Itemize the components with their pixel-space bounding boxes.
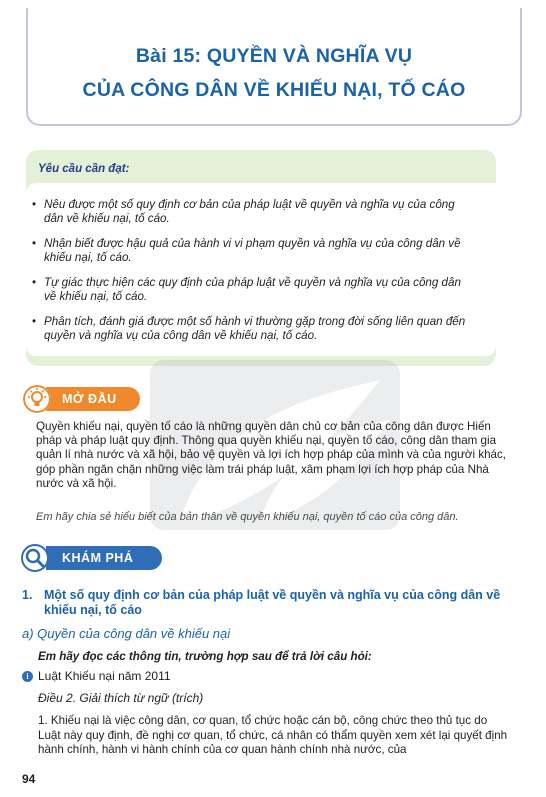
magnifier-icon xyxy=(21,544,49,572)
law-name: Luật Khiếu nại năm 2011 xyxy=(38,669,171,683)
lesson-title-line-1: Bài 15: QUYỀN VÀ NGHĨA VỤ xyxy=(135,45,413,67)
article-heading: Điều 2. Giải thích từ ngữ (trích) xyxy=(38,691,204,705)
bullet-icon: • xyxy=(32,237,37,250)
bullet-icon: • xyxy=(32,276,37,289)
kham-pha-section-header: KHÁM PHÁ xyxy=(46,546,162,570)
requirements-heading: Yêu cầu cần đạt: xyxy=(38,163,130,175)
lesson-title-box xyxy=(26,8,522,126)
requirement-item: • Nhận biết được hậu quả của hành vi vi phạm quyền và nghĩa vụ của công dân về khiếu nại, tố cáo. xyxy=(32,237,461,264)
lesson-title-line-2: CỦA CÔNG DÂN VỀ KHIẾU NẠI, TỐ CÁO xyxy=(82,79,466,101)
requirement-item: • Tự giác thực hiện các quy định của pháp luật về quyền và nghĩa vụ của công dân về khiếu nại, tố cáo. xyxy=(32,276,461,303)
mo-dau-paragraph: Quyền khiếu nại, quyền tố cáo là những quyền dân chủ cơ bản của công dân được Hiến pháp và pháp luật quy định. Thông qua quyền khiếu nại, quyền tố cáo, công dân tham gia quản lí nhà nước và xã hội, bảo vệ quyền và lợi ích hợp pháp của mình và của người khác, góp phần ngăn chặn những việc làm trái pháp luật, xâm phạm lợi ích hợp pháp của Nhà nước và xã hội. xyxy=(36,420,507,490)
info-bullet-icon: i xyxy=(22,671,33,682)
subsection-a-heading: a) Quyền của công dân về khiếu nại xyxy=(22,626,231,641)
bullet-icon: • xyxy=(32,315,37,328)
page-number: 94 xyxy=(22,772,36,786)
reading-question: Em hãy đọc các thông tin, trường hợp sau để trả lời câu hỏi: xyxy=(38,650,372,663)
mo-dau-task: Em hãy chia sẻ hiểu biết của bản thân về quyền khiếu nại, quyền tố cáo của công dân. xyxy=(36,511,459,523)
bullet-icon: • xyxy=(32,198,37,211)
mo-dau-section-header: MỞ ĐẦU xyxy=(46,387,140,411)
requirement-item: • Phân tích, đánh giá được một số hành vi thường gặp trong đời sống liên quan đến quyền và nghĩa vụ của công dân về khiếu nại, tố cáo. xyxy=(32,315,466,342)
requirement-item: • Nêu được một số quy định cơ bản của pháp luật về quyền và nghĩa vụ của công dân về khiếu nại, tố cáo. xyxy=(32,198,455,225)
lightbulb-icon xyxy=(23,385,51,413)
law-clause-paragraph: 1. Khiếu nại là việc công dân, cơ quan, tổ chức hoặc cán bộ, công chức theo thủ tục do Luật này quy định, đề nghị cơ quan, tổ chức, cá nhân có thẩm quyền xem xét lại quyết định hành chính, hành vi hành chính của cơ quan hành chính nhà nước, của xyxy=(38,714,508,756)
section-1-heading: 1. Một số quy định cơ bản của pháp luật về quyền và nghĩa vụ của công dân về khiếu nại, tố cáo xyxy=(22,588,501,617)
